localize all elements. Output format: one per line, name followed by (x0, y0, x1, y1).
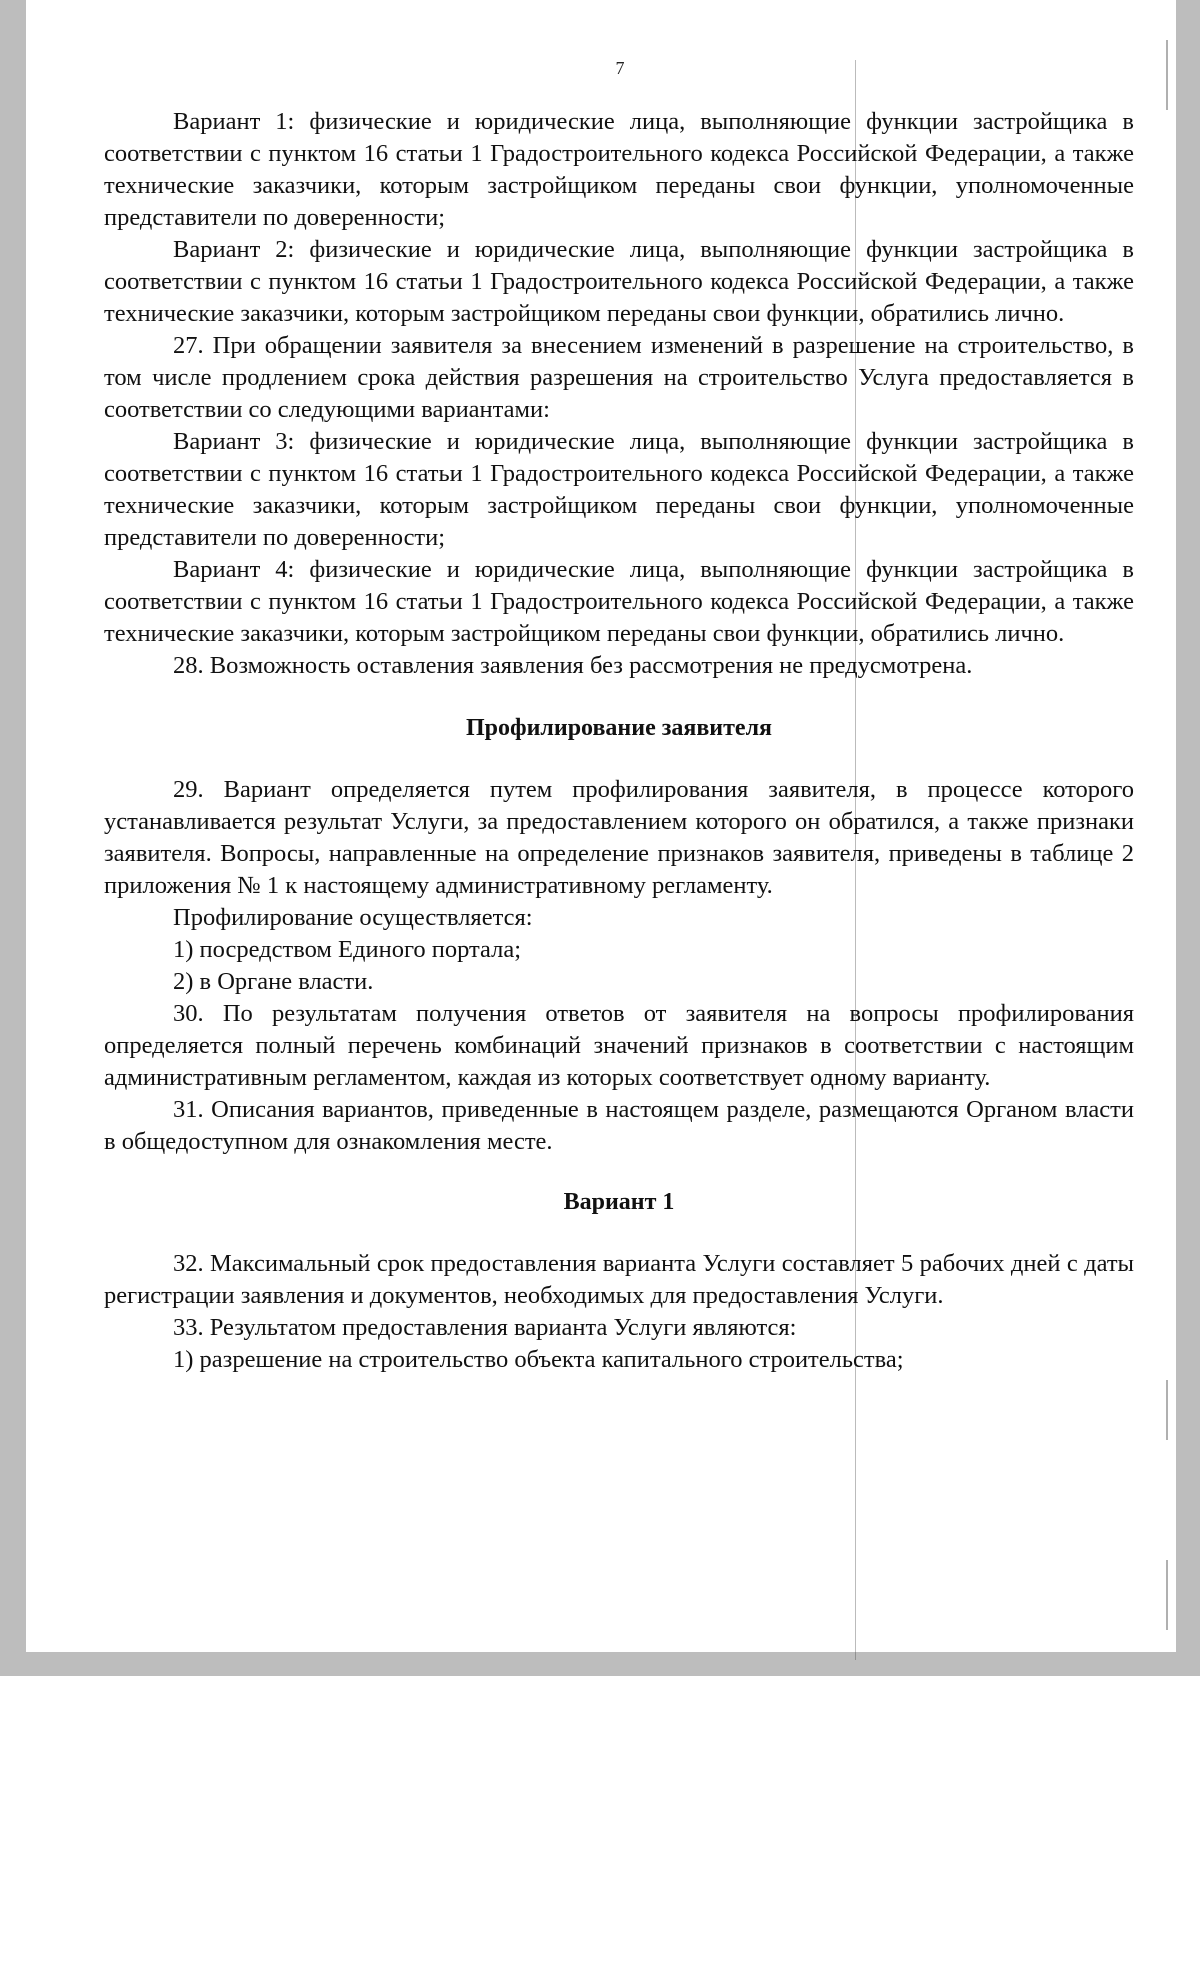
scan-edge-mark (1166, 1380, 1168, 1440)
paragraph-variant-4: Вариант 4: физические и юридические лица, выполняющие функции застройщика в соответствии с пунктом 16 статьи 1 Градостроительного кодекса Российской Федерации, а также технические заказчики, которым застройщиком переданы свои функции, обратились лично. (104, 556, 1134, 647)
paragraph-32: 32. Максимальный срок предоставления варианта Услуги составляет 5 рабочих дней с даты регистрации заявления и документов, необходимых для предоставления Услуги. (104, 1250, 1134, 1309)
list-item-1: 1) посредством Единого портала; (173, 936, 522, 963)
paragraph-profiling-methods: Профилирование осуществляется: (173, 904, 533, 931)
section-heading-variant-1: Вариант 1 (563, 1189, 675, 1215)
paragraph-28: 28. Возможность оставления заявления без рассмотрения не предусмотрена. (173, 652, 973, 679)
page-number: 7 (615, 58, 625, 78)
paragraph-31: 31. Описания вариантов, приведенные в настоящем разделе, размещаются Органом власти в общедоступном для ознакомления месте. (104, 1096, 1134, 1155)
list-item-result-1: 1) разрешение на строительство объекта капитального строительства; (173, 1346, 904, 1373)
paragraph-variant-1: Вариант 1: физические и юридические лица, выполняющие функции застройщика в соответствии с пунктом 16 статьи 1 Градостроительного кодекса Российской Федерации, а также технические заказчики, которым застройщиком переданы свои функции, уполномоченные представители по доверенности; (104, 108, 1134, 231)
list-item-2: 2) в Органе власти. (173, 968, 374, 995)
paragraph-30: 30. По результатам получения ответов от заявителя на вопросы профилирования определяется полный перечень комбинаций значений признаков в соответствии с настоящим административным регламентом, каждая из которых соответствует одному варианту. (104, 1000, 1134, 1091)
paragraph-variant-3: Вариант 3: физические и юридические лица, выполняющие функции застройщика в соответствии с пунктом 16 статьи 1 Градостроительного кодекса Российской Федерации, а также технические заказчики, которым застройщиком переданы свои функции, уполномоченные представители по доверенности; (104, 428, 1134, 551)
paragraph-29: 29. Вариант определяется путем профилирования заявителя, в процессе которого устанавливается результат Услуги, за предоставлением которого он обратился, а также признаки заявителя. Вопросы, направленные на определение признаков заявителя, приведены в таблице 2 приложения № 1 к настоящему административному регламенту. (104, 776, 1134, 899)
section-heading-profiling: Профилирование заявителя (465, 715, 773, 741)
document-body (104, 106, 1134, 1376)
paragraph-variant-2: Вариант 2: физические и юридические лица, выполняющие функции застройщика в соответствии с пунктом 16 статьи 1 Градостроительного кодекса Российской Федерации, а также технические заказчики, которым застройщиком переданы свои функции, обратились лично. (104, 236, 1134, 327)
scan-edge-mark (1166, 1560, 1168, 1630)
paragraph-33: 33. Результатом предоставления варианта Услуги являются: (173, 1314, 797, 1341)
paragraph-27: 27. При обращении заявителя за внесением изменений в разрешение на строительство, в том числе продлением срока действия разрешения на строительство Услуга предоставляется в соответствии со следующими вариантами: (104, 332, 1134, 423)
